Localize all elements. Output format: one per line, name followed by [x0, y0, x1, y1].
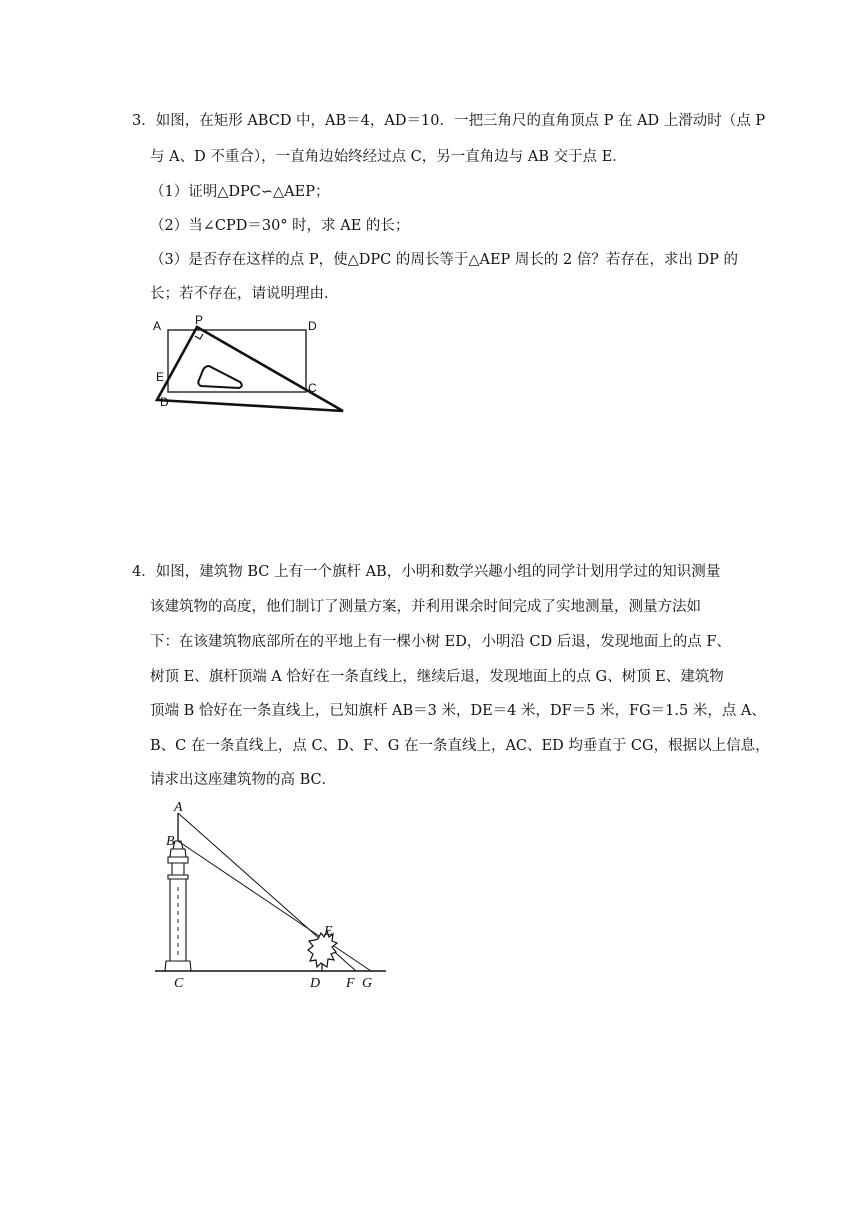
problem-3-part-1: （1）证明△DPC∽△AEP； [150, 184, 330, 200]
problem-4-line-4: 树顶 E、旗杆顶端 A 恰好在一条直线上，继续后退，发现地面上的点 G、树顶 E、建筑物 [150, 669, 724, 685]
label-e: E [156, 370, 165, 384]
problem-4-line-7: 请求出这座建筑物的高 BC． [150, 772, 337, 788]
label-f: F [346, 976, 355, 991]
triangle-ruler [157, 327, 343, 411]
right-angle-mark [195, 334, 203, 339]
label-p: P [195, 314, 204, 327]
problem-3-line-1: 3．如图，在矩形 ABCD 中，AB＝4，AD＝10．一把三角尺的直角顶点 P 在 AD 上滑动时（点 P [132, 113, 766, 129]
label-a: A [153, 319, 162, 333]
label-a: A [174, 800, 183, 815]
label-g: G [362, 976, 373, 991]
label-c: C [174, 976, 184, 991]
problem-4-line-6: B、C 在一条直线上，点 C、D、F、G 在一条直线上，AC、ED 均垂直于 CG，根据以上信息， [150, 738, 770, 754]
label-d: D [310, 976, 321, 991]
label-d-top: D [308, 319, 317, 333]
problem-4-line-5: 顶端 B 恰好在一条直线上，已知旗杆 AB＝3 米，DE＝4 米，DF＝5 米，FG＝1.5 米，点 A、 [150, 703, 766, 719]
label-c: C [308, 381, 317, 395]
ruler-cutout [198, 366, 241, 388]
label-b: B [166, 834, 175, 849]
problem-3-part-2: （2）当∠CPD＝30° 时，求 AE 的长； [150, 218, 410, 234]
problem-3-line-6: 长；若不存在，请说明理由． [150, 286, 339, 302]
sight-line-b-g [178, 841, 371, 971]
problem-4-figure [150, 797, 400, 997]
rectangle-abcd [168, 330, 306, 392]
problem-3-figure [145, 314, 375, 414]
problem-4-line-2: 该建筑物的高度，他们制订了测量方案，并利用课余时间完成了实地测量，测量方法如 [150, 599, 701, 615]
building-tower [165, 841, 191, 971]
problem-3-part-3: （3）是否存在这样的点 P，使△DPC 的周长等于△AEP 周长的 2 倍？若存在，求出 DP 的 [150, 252, 738, 268]
label-d-bottom: D [160, 395, 169, 409]
label-e: E [324, 924, 333, 939]
small-tree [308, 931, 337, 967]
problem-3-line-2: 与 A、D 不重合），一直角边始终经过点 C，另一直角边与 AB 交于点 E． [150, 149, 627, 165]
problem-4-line-1: 4．如图，建筑物 BC 上有一个旗杆 AB，小明和数学兴趣小组的同学计划用学过的知识测量 [132, 564, 721, 580]
problem-4-line-3: 下：在该建筑物底部所在的平地上有一棵小树 ED，小明沿 CD 后退，发现地面上的点 F、 [150, 634, 731, 650]
